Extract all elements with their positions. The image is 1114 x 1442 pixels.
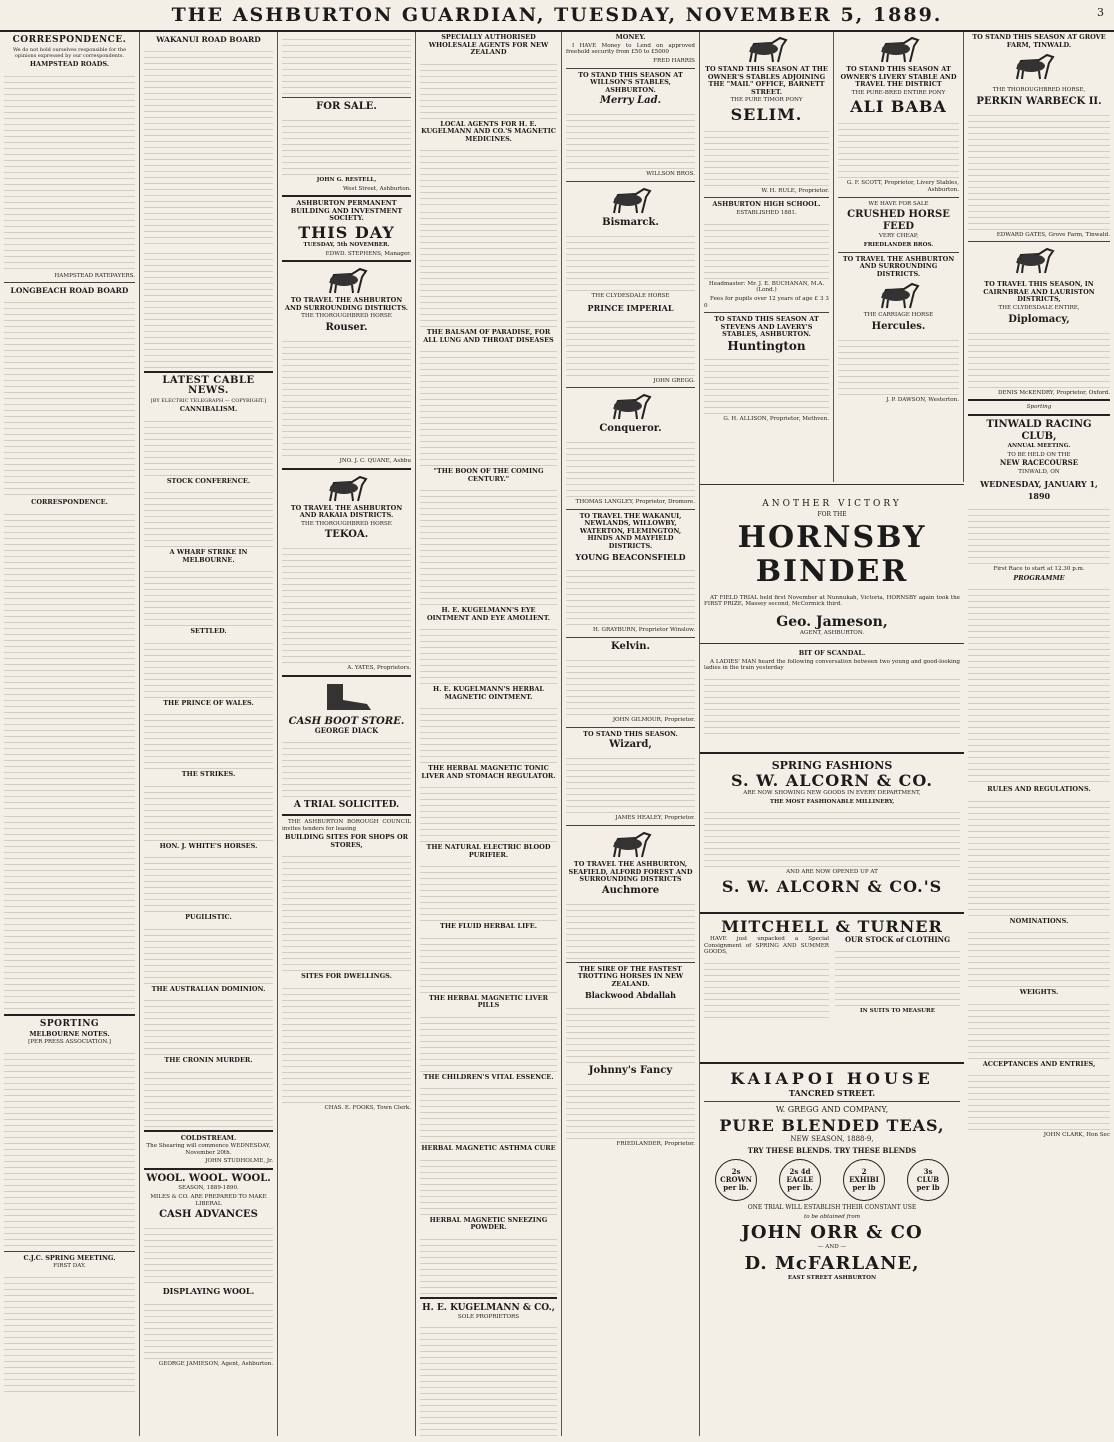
- and-line: — AND —: [817, 1244, 847, 1251]
- article-body: [704, 674, 960, 734]
- horse-illustration-icon: [606, 391, 656, 421]
- building-society-heading: ASHBURTON PERMANENT BUILDING AND INVESTMENT SOCIETY.: [290, 199, 403, 223]
- fluid-heading: THE FLUID HERBAL LIFE.: [440, 922, 537, 930]
- sporting-heading: SPORTING: [39, 1018, 100, 1029]
- borough-notice: THE ASHBURTON BOROUGH COUNCIL invites tenders for leasing: [282, 818, 411, 832]
- jameson-name: Geo. Jameson,: [776, 614, 888, 631]
- children-heading: THE CHILDREN'S VITAL ESSENCE.: [423, 1072, 554, 1081]
- article-body: [144, 781, 273, 841]
- hampstead-heading: HAMPSTEAD ROADS.: [29, 60, 110, 68]
- article-body: [566, 753, 695, 813]
- article-body: [144, 1299, 273, 1359]
- travel2-heading: TO TRAVEL THE ASHBURTON AND RAKAIA DISTRICTS.: [290, 503, 403, 520]
- mckendry-signature: DENIS McKENDRY, Proprietor, Oxford.: [998, 389, 1110, 396]
- article-body: [4, 1048, 135, 1248]
- suits-measure: IN SUITS TO MEASURE: [860, 1008, 935, 1014]
- article-body: [282, 336, 411, 456]
- mcfarlane: D. McFARLANE,: [744, 1253, 920, 1275]
- hampstead-signature: HAMPSTEAD RATEPAYERS.: [54, 272, 135, 279]
- rule-signature: W. H. RULE, Proprietor.: [761, 187, 829, 194]
- acceptances-heading: ACCEPTANCES AND ENTRIES,: [982, 1059, 1096, 1068]
- clark-signature: JOHN CLARK, Hon Sec: [1043, 1132, 1110, 1139]
- article-body: [420, 485, 557, 605]
- horse-illustration-icon: [874, 34, 924, 64]
- article-body: [4, 509, 135, 809]
- john-orr: JOHN ORR & CO: [741, 1222, 923, 1244]
- column-3: [278, 32, 416, 1436]
- friedlander-bros: FRIEDLANDER BROS.: [863, 242, 934, 249]
- article-body: [420, 703, 557, 763]
- established: ESTABLISHED 1881.: [736, 209, 797, 216]
- allison-signature: G. H. ALLISON, Proprietor, Methven.: [723, 415, 829, 422]
- have-unpacked: HAVE just unpacked a Special Consignment of SPRING AND SUMMER GOODS,: [704, 936, 829, 956]
- tea-unit: per lb: [852, 1183, 876, 1192]
- tonic-heading: THE HERBAL MAGNETIC TONIC LIVER AND STOMACH REGULATOR.: [421, 764, 556, 780]
- merry-lad: Merry Lad.: [599, 95, 662, 107]
- gates-signature: EDWARD GATES, Grove Farm, Tinwald.: [996, 231, 1110, 238]
- teas-ad: [700, 1062, 964, 1436]
- perkin-warbeck: PERKIN WARBECK II.: [976, 95, 1102, 107]
- school-heading: ASHBURTON HIGH SCHOOL.: [712, 200, 821, 209]
- horse-illustration-icon: [606, 185, 656, 215]
- dawson-signature: J. P. DAWSON, Westerton.: [886, 396, 959, 403]
- settled-heading: SETTLED.: [190, 627, 227, 635]
- asthma-heading: HERBAL MAGNETIC ASTHMA CURE: [421, 1144, 556, 1152]
- article-body: [420, 145, 557, 205]
- article-body: [144, 248, 273, 368]
- article-body: [566, 655, 695, 715]
- telegraph-credit: [BY ELECTRIC TELEGRAPH — COPYRIGHT.]: [150, 398, 267, 404]
- langley-signature: THOMAS LANGLEY, Proprietor, Dromore.: [575, 499, 695, 506]
- agent-ashburton: AGENT, ASHBURTON.: [799, 630, 865, 637]
- tea-unit: per lb.: [723, 1183, 749, 1192]
- article-body: [144, 46, 273, 246]
- column-2: [140, 32, 278, 1436]
- auchmore-name: Auchmore: [601, 884, 660, 896]
- meeting-date: WEDNESDAY, JANUARY 1, 1890: [980, 478, 1098, 501]
- our-stock: OUR STOCK of CLOTHING: [844, 935, 951, 944]
- horse-illustration-icon: [742, 34, 792, 64]
- young-beaconsfield: YOUNG BEACONSFIELD: [575, 552, 686, 563]
- article-body: [282, 115, 411, 175]
- selim-name: SELIM.: [730, 104, 803, 124]
- article-body: [420, 933, 557, 993]
- boot-illustration-icon: [317, 680, 377, 714]
- yates-signature: A. YATES, Proprietors.: [347, 665, 411, 672]
- blackwood-name: Blackwood Abdallah: [585, 990, 676, 1001]
- column-7: [834, 32, 964, 482]
- gregg-signature: JOHN GREGG.: [653, 377, 695, 384]
- sporting-line: Sporting: [1026, 404, 1052, 411]
- agents-heading: SPECIALLY AUTHORISED WHOLESALE AGENTS FOR NEW ZEALAND: [428, 33, 549, 56]
- course-line: NEW RACECOURSE: [999, 458, 1079, 468]
- alcorn-name: S. W. ALCORN & CO.: [731, 771, 933, 790]
- article-body: [704, 219, 829, 279]
- alcorn-ad: [700, 752, 964, 912]
- tea-name: CROWN: [720, 1175, 752, 1184]
- horse-illustration-icon: [1009, 51, 1069, 85]
- first-race: First Race to start at 12.30 p.m.: [993, 565, 1085, 572]
- article-body: [968, 999, 1110, 1059]
- stand1-heading: TO STAND THIS SEASON AT WILLSON'S STABLES, ASHBURTON.: [578, 70, 683, 94]
- eagle-tea-label: [779, 1159, 821, 1201]
- restell-name: JOHN G. RESTELL,: [316, 177, 377, 183]
- stand2-heading: TO STAND THIS SEASON.: [583, 729, 678, 738]
- sale-line: WE HAVE FOR SALE: [868, 200, 929, 207]
- travel1-heading: TO TRAVEL THE ASHBURTON AND SURROUNDING DISTRICTS.: [284, 296, 409, 312]
- for-the: FOR THE: [817, 511, 847, 518]
- article-body: [838, 118, 959, 178]
- fees-line: Fees for pupils over 12 years of age £ 3 3 0: [704, 296, 829, 309]
- tekoa-sub: THE THOROUGHBRED HORSE: [301, 520, 392, 527]
- longbeach-heading: LONGBEACH ROAD BOARD: [10, 286, 129, 296]
- article-body: [968, 584, 1110, 784]
- diack-name: GEORGE DIACK: [314, 726, 379, 736]
- displaying-wool: DISPLAYING WOOL.: [162, 1286, 255, 1297]
- cannibalism-heading: CANNIBALISM.: [179, 405, 238, 413]
- article-body: [4, 1272, 135, 1392]
- try-blends: TRY THESE BLENDS. TRY THESE BLENDS: [747, 1146, 917, 1155]
- article-body: [566, 1079, 695, 1139]
- column-5: [562, 32, 700, 1436]
- horse-illustration-icon: [1009, 245, 1069, 279]
- article-body: [968, 1070, 1110, 1130]
- liver-pills-heading: THE HERBAL MAGNETIC LIVER PILLS: [428, 993, 549, 1009]
- melbourne-heading: MELBOURNE NOTES.: [29, 1029, 110, 1038]
- huntington-name: Huntington: [727, 338, 806, 353]
- now-showing: ARE NOW SHOWING NEW GOODS IN EVERY DEPARTMENT,: [743, 790, 921, 796]
- article-body: [704, 807, 960, 867]
- friedlander-signature: FRIEDLANDER, Proprietor.: [616, 1141, 695, 1148]
- article-body: [968, 796, 1110, 916]
- cjc-heading: C.J.C. SPRING MEETING.: [23, 1253, 116, 1262]
- horse-illustration-icon: [874, 280, 924, 310]
- local-agents-heading: LOCAL AGENTS FOR H. E. KUGELMANN AND CO.'S MAGNETIC MEDICINES.: [421, 119, 556, 143]
- masthead: [0, 0, 1114, 32]
- tea-unit: per lb: [916, 1183, 940, 1192]
- column-4: [416, 32, 562, 1436]
- article-body: [566, 109, 695, 169]
- article-body: [968, 504, 1110, 564]
- conqueror-name: Conqueror.: [599, 423, 662, 435]
- travel-heading: TO TRAVEL THE ASHBURTON AND SURROUNDING DISTRICTS.: [842, 254, 955, 278]
- dwellings-heading: SITES FOR DWELLINGS.: [301, 972, 392, 981]
- wakanui-heading: WAKANUI ROAD BOARD: [156, 35, 261, 44]
- tekoa-name: TEKOA.: [324, 529, 369, 541]
- rules-heading: RULES AND REGULATIONS.: [987, 785, 1091, 794]
- studholme-signature: JOHN STUDHOLME, Jr.: [205, 1158, 273, 1165]
- article-body: [566, 899, 695, 959]
- east-street: EAST STREET ASHBURTON: [787, 1275, 877, 1282]
- first-day: FIRST DAY.: [53, 1263, 86, 1270]
- travel-heading: TO TRAVEL THIS SEASON, IN CAIRNBRAE AND LAURISTON DISTRICTS,: [983, 280, 1095, 304]
- quane-signature: JNO. J. C. QUANE, Ashbu: [339, 458, 411, 465]
- article-body: [420, 1322, 557, 1436]
- article-body: [282, 851, 411, 971]
- horse-illustration-icon: [322, 473, 372, 503]
- programme-heading: PROGRAMME: [1013, 573, 1065, 582]
- carriage-sub: THE CARRIAGE HORSE: [863, 312, 934, 319]
- shearing-notice: The Shearing will commence WEDNESDAY, November 20th.: [146, 1143, 271, 1156]
- kugelmann-company: H. E. KUGELMANN & CO.,: [422, 1302, 555, 1313]
- most-fashionable: THE MOST FASHIONABLE MILLINERY,: [769, 798, 895, 805]
- pony-sub: THE PURE-BRED ENTIRE PONY: [851, 89, 946, 96]
- article-body: [144, 1067, 273, 1127]
- new-season: NEW SEASON, 1888-9,: [790, 1135, 874, 1143]
- place-line: TINWALD, ON: [1018, 469, 1060, 476]
- horse-illustration-icon: [606, 829, 656, 859]
- field-trial: AT FIELD TRIAL held first November at Nunnukah, Victoria, HORNSBY again took the FIRST PRIZE, Massey second, McCormick third.: [704, 594, 960, 608]
- article-body: [704, 958, 829, 1018]
- column-1: [0, 32, 140, 1436]
- article-body: [4, 297, 135, 497]
- meeting-date: TUESDAY, 5th NOVEMBER.: [303, 241, 390, 248]
- article-body: [420, 59, 557, 119]
- tea-price: 2s: [731, 1167, 741, 1176]
- obtained-from: to be obtained from: [803, 1213, 861, 1220]
- pugilistic-heading: PUGILISTIC.: [185, 913, 232, 921]
- scandal-heading: BIT OF SCANDAL.: [798, 649, 866, 657]
- herbal-heading: H. E. KUGELMANN'S HERBAL MAGNETIC OINTMENT.: [433, 685, 544, 701]
- cheap-line: VERY CHEAP,: [878, 233, 919, 240]
- tea-price: 2: [861, 1167, 867, 1176]
- article-body: [282, 34, 411, 94]
- for-sale-heading: FOR SALE.: [316, 101, 377, 112]
- alcorns-name: S. W. ALCORN & CO.'S: [721, 877, 943, 897]
- article-body: [838, 335, 959, 395]
- stand-heading: TO STAND THIS SEASON AT GROVE FARM, TINWALD.: [972, 33, 1106, 49]
- article-body: [420, 1012, 557, 1072]
- stock-heading: STOCK CONFERENCE.: [166, 476, 251, 485]
- article-body: [144, 995, 273, 1055]
- mitchell-name: MITCHELL & TURNER: [721, 917, 943, 936]
- eye-heading: H. E. KUGELMANN'S EYE OINTMENT AND EYE AMOLIENT.: [426, 606, 551, 622]
- purifier-heading: THE NATURAL ELECTRIC BLOOD PURIFIER.: [426, 843, 551, 859]
- snuff-heading: HERBAL MAGNETIC SNEEZING POWDER.: [429, 1215, 548, 1231]
- article-body: [282, 737, 411, 797]
- nominations-heading: NOMINATIONS.: [1009, 916, 1069, 925]
- article-body: [420, 346, 557, 466]
- tea-name: CLUB: [916, 1175, 940, 1184]
- horse-illustration-icon: [322, 265, 372, 295]
- article-body: [144, 487, 273, 547]
- article-body: [4, 71, 135, 271]
- sire-heading: THE SIRE OF THE FASTEST TROTTING HORSES IN NEW ZEALAND.: [577, 964, 684, 988]
- grayburn-signature: H. GRAYBURN, Proprietor Winslow.: [593, 627, 695, 634]
- stand-heading: TO STAND THIS SEASON AT THE OWNER'S STABLES ADJOINING THE "MAIL" OFFICE, BARNETT STREET.: [705, 65, 828, 96]
- cronin-heading: THE CRONIN MURDER.: [164, 1056, 253, 1064]
- wool-heading: WOOL. WOOL. WOOL.: [146, 1173, 271, 1185]
- prince-heading: THE PRINCE OF WALES.: [163, 698, 254, 707]
- headmaster: Headmaster: Mr. J. E. BUCHANAN, M.A. (Lond.): [708, 280, 825, 294]
- article-body: [420, 1234, 557, 1294]
- miles-line: MILES & CO. ARE PREPARED TO MAKE LIBERAL: [150, 1193, 267, 1207]
- article-body: [566, 437, 695, 497]
- club-tea-label: [907, 1159, 949, 1201]
- kaiapoi-house: KAIAPOI HOUSE: [730, 1069, 934, 1088]
- press-credit: [PER PRESS ASSOCIATION.]: [28, 1039, 111, 1046]
- hornsby-ad: [700, 484, 964, 644]
- tea-unit: per lb.: [787, 1183, 813, 1192]
- annual-meeting: ANNUAL MEETING.: [1007, 443, 1071, 450]
- jamieson-signature: GEORGE JAMIESON, Agent, Ashburton.: [158, 1361, 273, 1368]
- article-body: [282, 983, 411, 1103]
- whites-heading: HON. J. WHITE'S HORSES.: [159, 841, 258, 850]
- article-body: [420, 782, 557, 842]
- hornsby-binder: HORNSBY BINDER: [737, 519, 927, 589]
- article-body: [144, 1223, 273, 1283]
- tea-price: 2s 4d: [789, 1167, 811, 1176]
- wizard-name: Wizard,: [609, 739, 652, 751]
- column-6: [700, 32, 834, 482]
- article-body: [420, 1155, 557, 1215]
- article-body: [968, 328, 1110, 388]
- article-body: [704, 354, 829, 414]
- tancred-street: TANCRED STREET.: [788, 1088, 876, 1098]
- article-body: [144, 566, 273, 626]
- gilmour-signature: JOHN GILMOUR, Proprietor.: [612, 717, 695, 724]
- article-body: [566, 316, 695, 376]
- article-body: [420, 624, 557, 684]
- sole-proprietors: SOLE PROPRIETORS: [457, 1313, 520, 1320]
- article-body: [282, 543, 411, 663]
- rouser-name: Rouser.: [325, 322, 368, 334]
- clydesdale-line: THE CLYDESDALE HORSE: [591, 292, 670, 299]
- clydesdale-line: THE CLYDESDALE ENTIRE,: [998, 304, 1080, 311]
- article-body: [968, 927, 1110, 987]
- willson-signature: WILLSON BROS.: [646, 171, 695, 178]
- scandal-box: [700, 648, 964, 748]
- article-body: [566, 1003, 695, 1063]
- sites-heading: BUILDING SITES FOR SHOPS OR STORES,: [284, 833, 409, 849]
- opened-up: AND ARE NOW OPENED UP AT: [786, 869, 878, 876]
- money-text: I HAVE Money to Lend on approved freehold security from £50 to £5000: [566, 42, 695, 56]
- mitchell-ad: [700, 912, 964, 1062]
- stand2-heading: TO STAND THIS SEASON AT STEVENS AND LAVERY'S STABLES, ASHBURTON.: [714, 315, 819, 339]
- article-body: [566, 231, 695, 291]
- gregg-company: W. GREGG AND COMPANY,: [775, 1105, 889, 1114]
- kelvin-name: Kelvin.: [611, 641, 650, 653]
- article-body: [420, 207, 557, 327]
- tea-price: 3s: [923, 1167, 933, 1176]
- tea-name: EXHIBI: [849, 1175, 879, 1184]
- travel4-heading: TO TRAVEL THE ASHBURTON, SEAFIELD, ALFORD FOREST AND SURROUNDING DISTRICTS: [568, 860, 693, 884]
- fooks-signature: CHAS. E. FOOKS, Town Clerk.: [324, 1104, 411, 1111]
- diplomacy-name: Diplomacy,: [1008, 313, 1070, 325]
- disclaimer: We do not hold ourselves responsible for the opinions expressed by our correspondents.: [12, 47, 127, 59]
- article-body: [144, 709, 273, 769]
- article-body: [420, 861, 557, 921]
- rouser-sub: THE THOROUGHBRED HORSE: [301, 313, 392, 320]
- bismarck-name: Bismarck.: [602, 216, 659, 228]
- one-trial: ONE TRIAL WILL ESTABLISH THEIR CONSTANT USE: [747, 1204, 917, 1211]
- article-body: [968, 110, 1110, 230]
- crushed-feed: CRUSHED HORSE FEED: [847, 209, 950, 233]
- column-8: [964, 32, 1114, 1436]
- cash-boot-store: CASH BOOT STORE.: [288, 716, 405, 728]
- restell-address: West Street, Ashburton.: [342, 185, 411, 192]
- prince-imperial: PRINCE IMPERIAL: [587, 302, 674, 313]
- article-body: [144, 924, 273, 984]
- this-day: THIS DAY: [298, 222, 395, 242]
- correspondence-heading: CORRESPONDENCE.: [12, 35, 127, 45]
- johnnys-fancy: Johnny's Fancy: [588, 1065, 673, 1077]
- correspondence-subheading: CORRESPONDENCE.: [31, 498, 108, 507]
- century-heading: "THE BOON OF THE COMING CENTURY.": [433, 467, 544, 483]
- season-line: SEASON, 1889-1890.: [178, 1185, 239, 1192]
- pure-teas: PURE BLENDED TEAS,: [719, 1116, 945, 1135]
- article-body: [704, 126, 829, 186]
- spring-fashions: SPRING FASHIONS: [771, 759, 893, 772]
- article-body: [144, 416, 273, 476]
- wharf-heading: A WHARF STRIKE IN MELBOURNE.: [169, 548, 248, 564]
- hercules-name: Hercules.: [871, 320, 926, 332]
- exhibition-tea-label: [843, 1159, 885, 1201]
- article-body: [835, 946, 960, 1006]
- article-body: [144, 638, 273, 698]
- tinwald-racing-club: TINWALD RACING CLUB,: [986, 419, 1092, 443]
- article-body: [144, 852, 273, 912]
- dominion-heading: THE AUSTRALIAN DOMINION.: [151, 984, 266, 993]
- held-line: TO BE HELD ON THE: [1007, 451, 1071, 458]
- trial-solicited: A TRIAL SOLICITED.: [293, 799, 400, 810]
- tea-labels: [704, 1159, 960, 1201]
- article-body: [4, 811, 135, 1011]
- tea-name: EAGLE: [786, 1175, 814, 1184]
- stephens-signature: EDWD. STEPHENS, Manager.: [325, 250, 411, 257]
- travel3-heading: TO TRAVEL THE WAKANUI, NEWLANDS, WILLOWBY, WATERTON, FLEMINGTON, HINDS AND MAYFIELD DISTRICTS.: [579, 511, 682, 550]
- cash-advances: CASH ADVANCES: [159, 1209, 258, 1221]
- healey-signature: JAMES HEALEY, Proprietor.: [615, 815, 695, 822]
- newspaper-title: THE ASHBURTON GUARDIAN, TUESDAY, NOVEMBER 5, 1889.: [171, 4, 943, 26]
- thoroughbred-line: THE THOROUGHBRED HORSE,: [992, 87, 1086, 93]
- ali-baba: ALI BABA: [850, 97, 947, 117]
- latest-cable-heading: LATEST CABLE NEWS.: [162, 375, 255, 396]
- selim-sub: THE PURE TIMOR PONY: [730, 97, 803, 103]
- article-body: [566, 565, 695, 625]
- strikes-heading: THE STRIKES.: [181, 770, 236, 778]
- money-heading: MONEY.: [615, 33, 646, 41]
- harris-signature: FRED HARRIS: [653, 57, 695, 64]
- balsam-heading: THE BALSAM OF PARADISE, FOR ALL LUNG AND THROAT DISEASES: [423, 328, 554, 344]
- page-number: 3: [1097, 6, 1104, 19]
- coldstream-heading: COLDSTREAM.: [180, 1133, 237, 1142]
- weights-heading: WEIGHTS.: [1019, 988, 1059, 997]
- crown-tea-label: [715, 1159, 757, 1201]
- scott-signature: G. F. SCOTT, Proprietor, Livery Stables, Ashburton.: [846, 180, 959, 193]
- article-body: [420, 1083, 557, 1143]
- scandal-text: A LADIES' MAN heard the following conversation between two young and good-looking ladies in the train yesterday: [704, 658, 960, 672]
- stand-heading: TO STAND THIS SEASON AT OWNER'S LIVERY STABLE AND TRAVEL THE DISTRICT: [840, 65, 957, 88]
- another-victory: ANOTHER VICTORY: [762, 499, 902, 509]
